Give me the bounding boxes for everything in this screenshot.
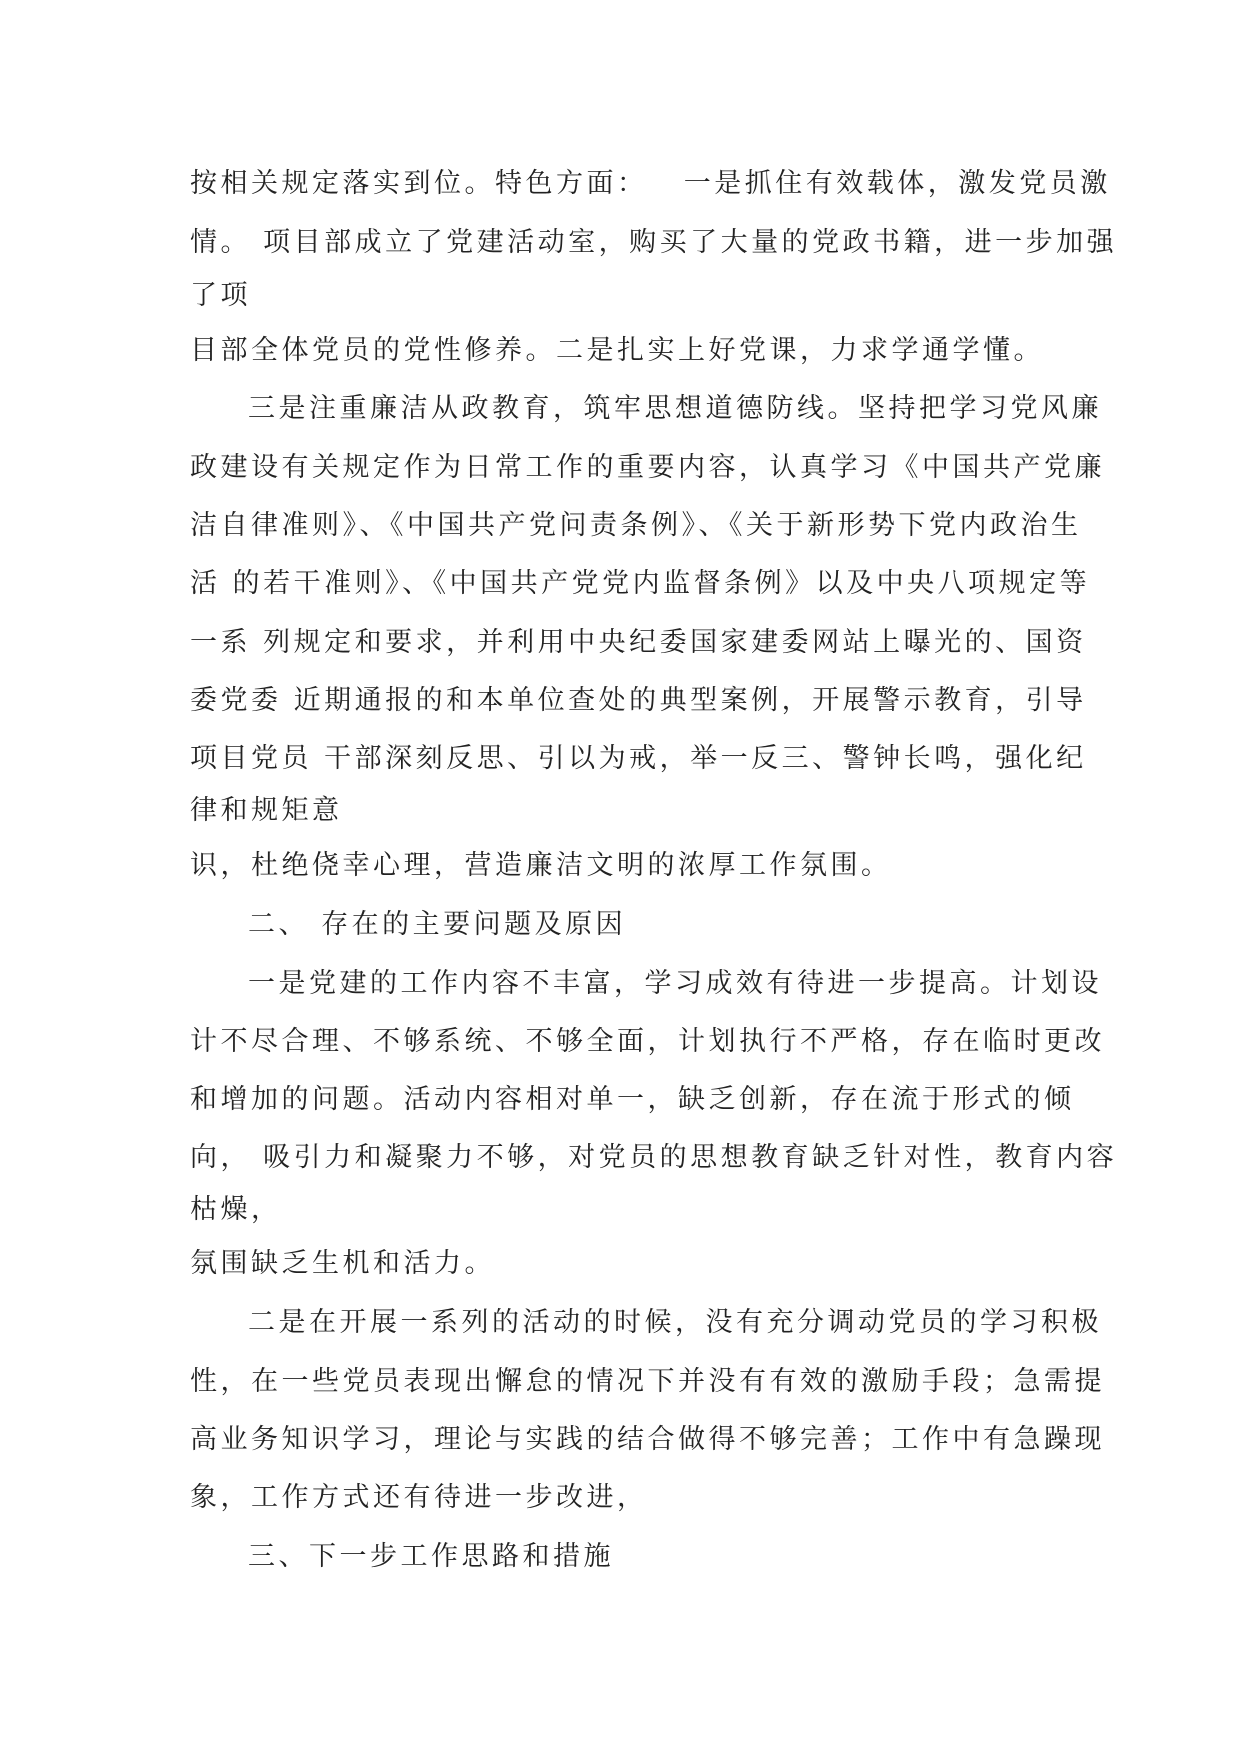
text-line: 一系 列规定和要求，并利用中央纪委国家建委网站上曝光的、国资	[190, 627, 1087, 658]
text-line: 向， 吸引力和凝聚力不够，对党员的思想教育缺乏针对性，教育内容	[190, 1142, 1118, 1173]
text-line: 政建设有关规定作为日常工作的重要内容，认真学习《中国共产党廉	[190, 452, 1105, 483]
text-line: 枯燥，	[190, 1194, 282, 1225]
text-line: 三是注重廉洁从政教育，筑牢思想道德防线。坚持把学习党风廉	[248, 393, 1102, 424]
text-line: 情。 项目部成立了党建活动室，购买了大量的党政书籍，进一步加强	[190, 227, 1118, 258]
text-line: 氛围缺乏生机和活力。	[190, 1248, 495, 1279]
text-line: 和增加的问题。活动内容相对单一，缺乏创新，存在流于形式的倾	[190, 1084, 1075, 1115]
section-heading: 三、下一步工作思路和措施	[248, 1541, 614, 1572]
text-line: 目部全体党员的党性修养。二是扎实上好党课，力求学通学懂。	[190, 335, 1044, 366]
text-line: 一是党建的工作内容不丰富，学习成效有待进一步提高。计划设	[248, 968, 1102, 999]
text-line: 象，工作方式还有待进一步改进，	[190, 1482, 648, 1513]
text-line: 项目党员 干部深刻反思、引以为戒，举一反三、警钟长鸣，强化纪	[190, 743, 1087, 774]
text-line: 高业务知识学习，理论与实践的结合做得不够完善；工作中有急躁现	[190, 1424, 1105, 1455]
text-line: 律和规矩意	[190, 795, 343, 826]
text-line: 按相关规定落实到位。特色方面： 一是抓住有效载体，激发党员激	[190, 168, 1111, 199]
section-heading: 二、 存在的主要问题及原因	[248, 909, 627, 940]
text-line: 洁自律准则》、《中国共产党问责条例》、《关于新形势下党内政治生	[190, 510, 1082, 541]
text-line: 委党委 近期通报的和本单位查处的典型案例，开展警示教育，引导	[190, 685, 1087, 716]
text-line: 了项	[190, 280, 251, 311]
text-line: 识，杜绝侥幸心理，营造廉洁文明的浓厚工作氛围。	[190, 850, 892, 881]
text-line: 二是在开展一系列的活动的时候，没有充分调动党员的学习积极	[248, 1307, 1102, 1338]
text-line: 活 的若干准则》、《中国共产党党内监督条例》以及中央八项规定等	[190, 568, 1091, 599]
text-line: 性，在一些党员表现出懈怠的情况下并没有有效的激励手段；急需提	[190, 1366, 1105, 1397]
text-line: 计不尽合理、不够系统、不够全面，计划执行不严格，存在临时更改	[190, 1026, 1105, 1057]
